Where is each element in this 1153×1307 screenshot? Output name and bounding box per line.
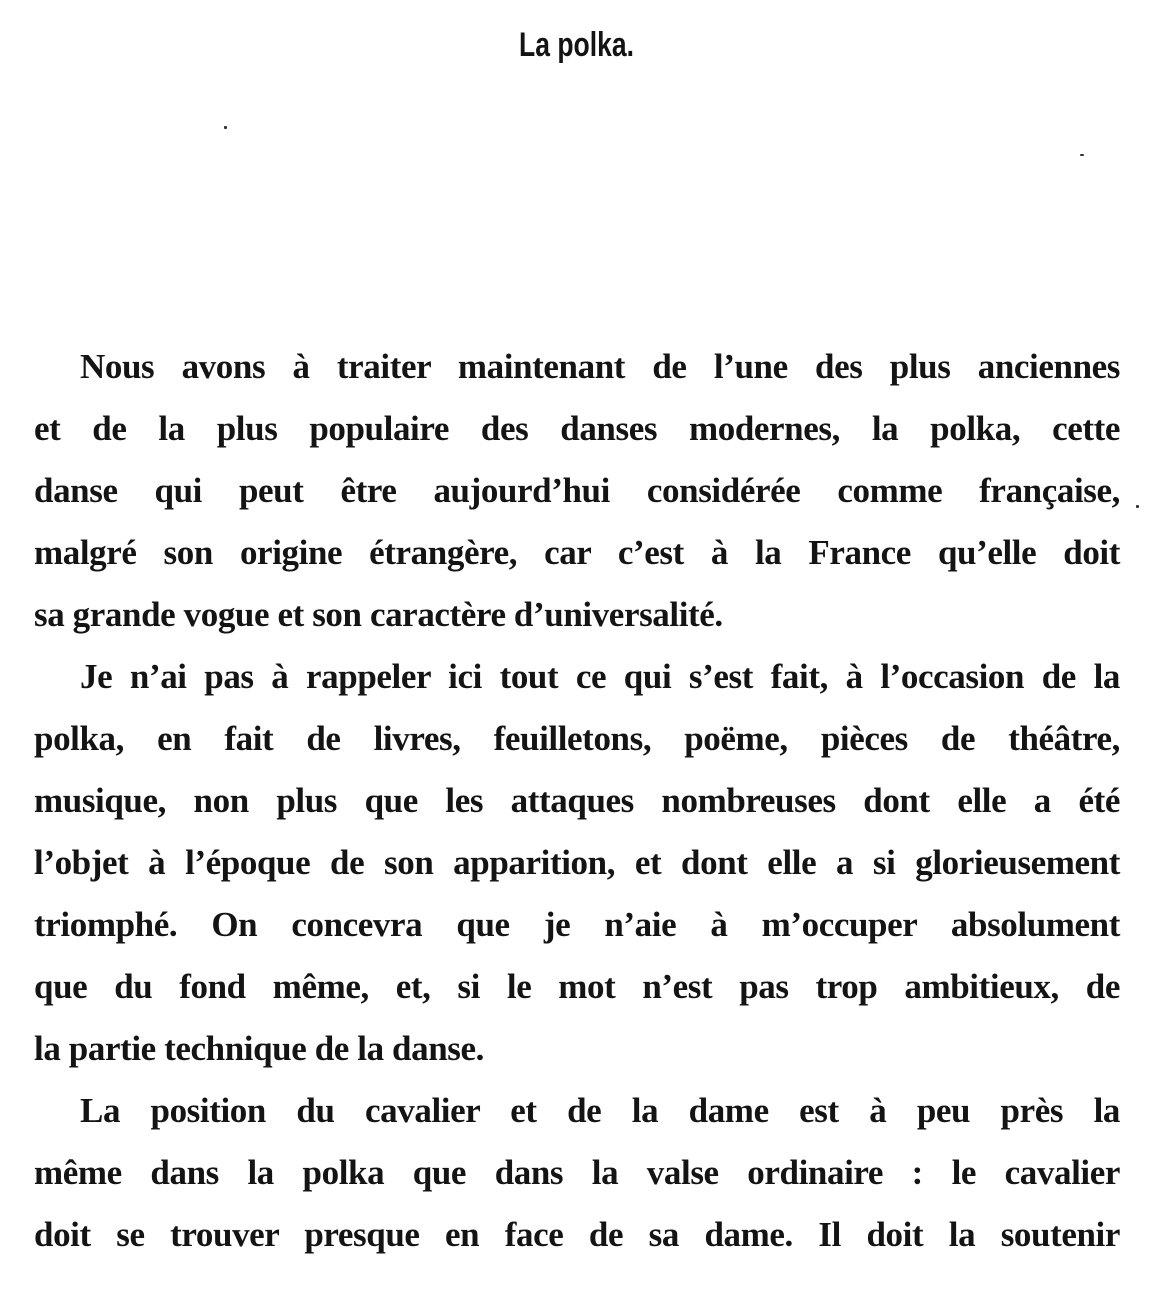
text-line: que du fond même, et, si le mot n’est pas trop ambitieux, de [34,967,1120,1006]
body-text [34,336,1120,1266]
text-line: l’objet à l’époque de son apparition, et dont elle a si glorieusement [34,843,1120,882]
text-line: et de la plus populaire des danses modernes, la polka, cette [34,409,1120,448]
text-line: doit se trouver presque en face de sa dame. Il doit la soutenir [34,1215,1120,1254]
text-line: musique, non plus que les attaques nombreuses dont elle a été [34,781,1120,820]
text-line: triomphé. On concevra que je n’aie à m’occuper absolument [34,905,1120,944]
text-line: la partie technique de la danse. [34,1029,484,1068]
text-line: Je n’ai pas à rappeler ici tout ce qui s’est fait, à l’occasion de la [80,657,1120,696]
text-line: polka, en fait de livres, feuilletons, poëme, pièces de théâtre, [34,719,1120,758]
text-line: malgré son origine étrangère, car c’est à la France qu’elle doit [34,533,1120,572]
page-title: La polka. [519,26,634,64]
ink-speck [1080,154,1084,156]
ink-speck [1136,505,1139,508]
text-line: Nous avons à traiter maintenant de l’une des plus anciennes [80,347,1120,386]
text-line: danse qui peut être aujourd’hui considérée comme française, [34,471,1120,510]
text-line: même dans la polka que dans la valse ordinaire : le cavalier [34,1153,1120,1192]
ink-speck [224,126,227,129]
text-line: sa grande vogue et son caractère d’universalité. [34,595,723,634]
text-line: La position du cavalier et de la dame est à peu près la [80,1091,1120,1130]
